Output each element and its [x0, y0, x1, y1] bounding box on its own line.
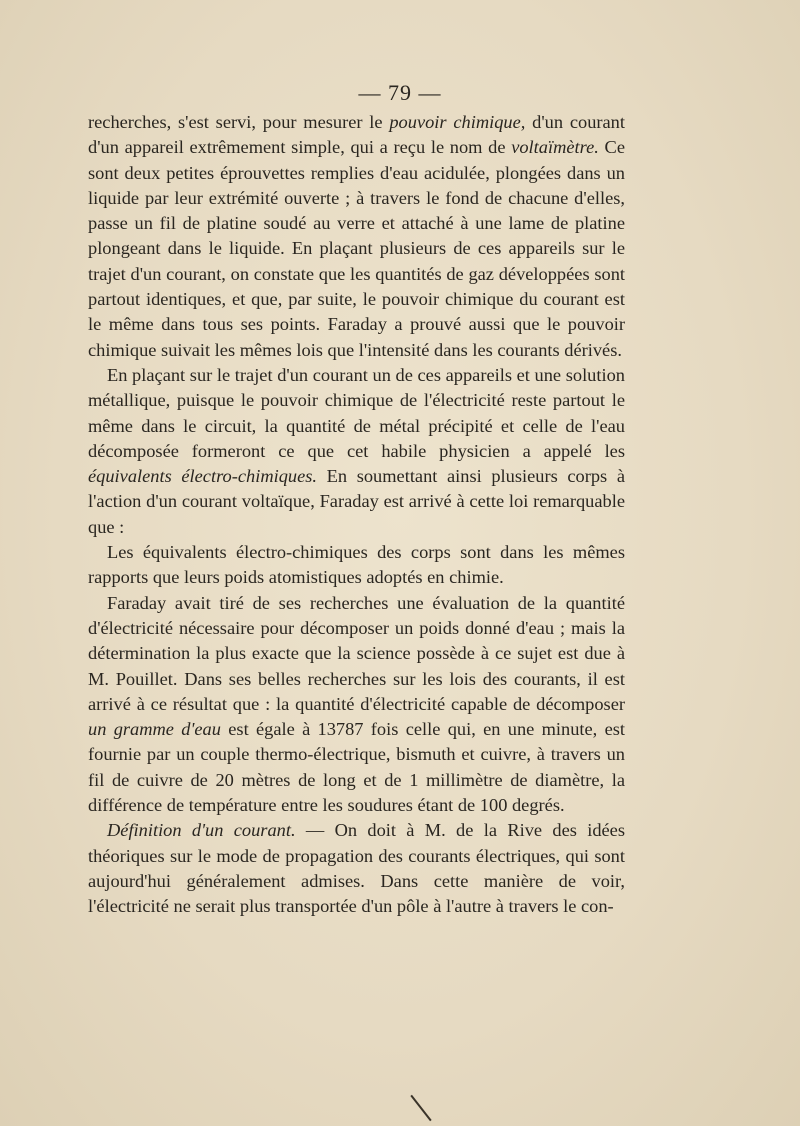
text-segment: En soumettant ainsi plusieurs corps à l'action d'un courant voltaïque, Faraday est arrivé à cette loi remarquable que : — [88, 466, 625, 537]
page-number: — 79 — — [358, 80, 442, 105]
text-segment: Faraday avait tiré de ses recherches une évaluation de la quantité d'électricité nécessaire pour décomposer un poids donné d'eau ; mais la détermination la plus exacte que la science possède à ce sujet est due à M. Pouillet. Dans ses belles recherches sur les lois des courants, il est arrivé à ce résultat que : la quantité d'électricité capable de décomposer — [88, 592, 625, 714]
text-segment: Les équivalents électro-chimiques des corps sont dans les mêmes rapports que leurs poids atomistiques adoptés en chimie. — [88, 542, 625, 588]
paragraph-voltameter — [88, 110, 625, 363]
italic-term: pouvoir chimique, — [389, 112, 526, 132]
page-mark — [410, 1095, 431, 1121]
paragraph-definition — [88, 818, 625, 919]
italic-term: voltaïmètre. — [511, 137, 599, 158]
paragraph-equivalents — [88, 363, 625, 540]
text-segment: recherches, s'est servi, pour mesurer le — [88, 112, 390, 132]
paragraph-pouillet — [88, 591, 625, 819]
italic-term: équivalents électro-chimiques. — [88, 466, 318, 487]
section-heading: Définition d'un courant. — [107, 820, 296, 841]
text-segment: d'un courant d'un appareil extrêmement simple, qui a reçu le nom de — [88, 112, 625, 158]
text-segment: est égale à 13787 fois celle qui, en une minute, est fournie par un couple thermo-électrique, bismuth et cuivre, à travers un fil de cuivre de 20 mètres de long et de 1 millimètre de diamètre, la différence de température entre les soudures étant de 100 degrés. — [88, 719, 626, 816]
text-segment: — On doit à M. de la Rive des idées théoriques sur le mode de propagation des courants électriques, qui sont aujourd'hui généralement admises. Dans cette manière de voir, l'électricité ne serait plus transportée d'un pôle à l'autre à travers le con- — [88, 820, 625, 917]
text-segment: En plaçant sur le trajet d'un courant un de ces appareils et une solution métallique, puisque le pouvoir chimique de l'électricité reste partout le même dans le circuit, la quantité de métal précipité et celle de l'eau décomposée formeront ce que cet habile physicien a appelé les — [88, 364, 625, 461]
paragraph-law — [88, 540, 625, 591]
text-segment: Ce sont deux petites éprouvettes remplies d'eau acidulée, plongées dans un liquide par leur extrémité ouverte ; à travers le fond de chacune d'elles, passe un fil de platine soudé au verre et attaché à une lame de platine plongeant dans le liquide. En plaçant plusieurs de ces appareils sur le trajet d'un courant, on constate que les quantités de gaz développées sont partout identiques, et que, par suite, le pouvoir chimique du courant est le même dans tous ses points. Faraday a prouvé aussi que le pouvoir chimique suivait les mêmes lois que l'intensité dans les courants dérivés. — [88, 137, 625, 360]
italic-term: un gramme d'eau — [88, 719, 221, 740]
body-text — [88, 110, 625, 920]
